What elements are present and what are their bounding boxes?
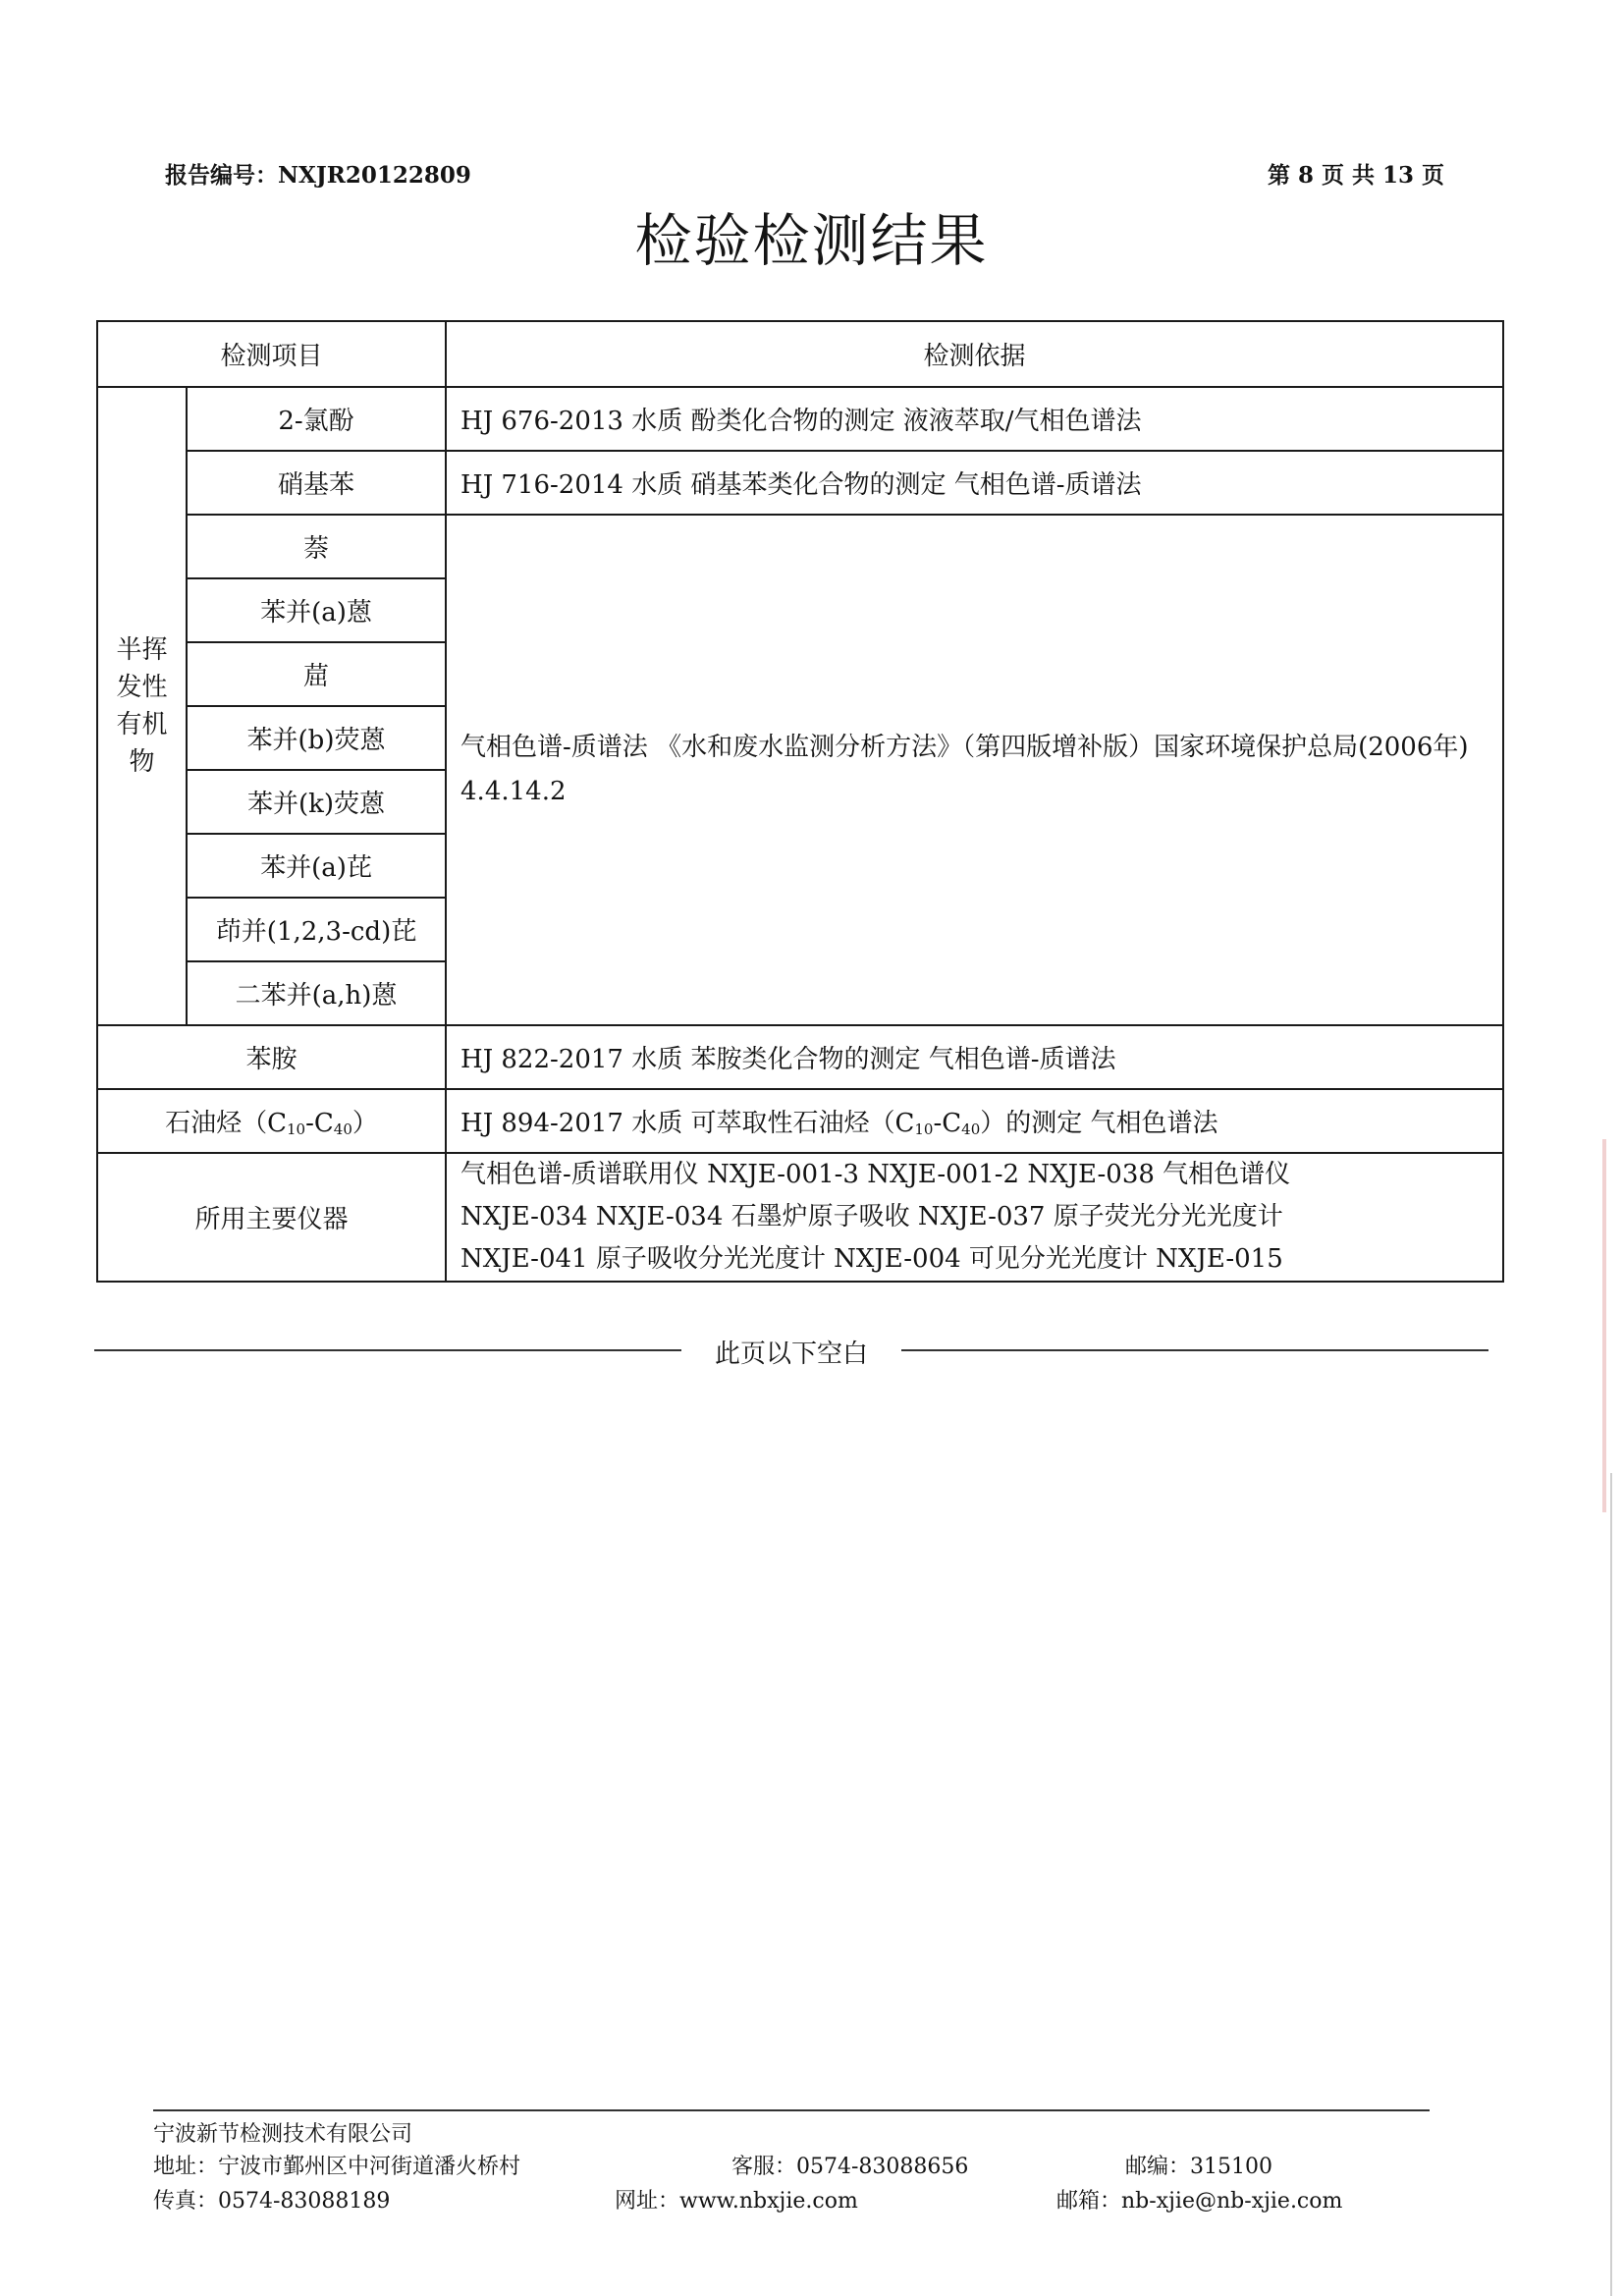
seal-edge-mark bbox=[1602, 1139, 1606, 1512]
item-basis: HJ 822-2017 水质 苯胺类化合物的测定 气相色谱-质谱法 bbox=[446, 1025, 1503, 1089]
page-info: 第 8 页 共 13 页 bbox=[1267, 162, 1444, 189]
item-name: 苯并(k)荧蒽 bbox=[187, 770, 446, 834]
table-row bbox=[97, 387, 1503, 451]
item-name-tph: 石油烃$(C_{10}-C_{40})$ bbox=[97, 1089, 446, 1153]
pah-basis: 气相色谱-质谱法 《水和废水监测分析方法》（第四版增补版）国家环境保护总局(2006年) 4.4.14.2 bbox=[446, 515, 1503, 1025]
footer-divider bbox=[153, 2109, 1430, 2111]
item-name: 䓛 bbox=[187, 642, 446, 706]
instruments-list: 气相色谱-质谱联用仪 NXJE-001-3 NXJE-001-2 NXJE-038 气相色谱仪 NXJE-034 NXJE-034 石墨炉原子吸收 NXJE-037 原子荧光分光光度计 NXJE-041 原子吸收分光光度计 NXJE-004 可见分光光度计 NXJE-015 bbox=[446, 1153, 1503, 1282]
footer-company: 宁波新节检测技术有限公司 bbox=[153, 2122, 413, 2147]
footer-address: 地址：宁波市鄞州区中河街道潘火桥村 bbox=[153, 2155, 521, 2179]
table-row bbox=[97, 1025, 1503, 1089]
paper-edge bbox=[1610, 1473, 1612, 2296]
item-basis: HJ 716-2014 水质 硝基苯类化合物的测定 气相色谱-质谱法 bbox=[446, 451, 1503, 515]
page-title: 检验检测结果 bbox=[634, 207, 989, 274]
item-name: 硝基苯 bbox=[187, 451, 446, 515]
group-label-svoc: 半挥 发性 有机 物 bbox=[97, 387, 187, 1025]
table-row bbox=[97, 515, 1503, 578]
item-name: 苯并(b)荧蒽 bbox=[187, 706, 446, 770]
results-table bbox=[96, 320, 1504, 1283]
item-name: 苯并(a)蒽 bbox=[187, 578, 446, 642]
footer-email: 邮箱：nb-xjie@nb-xjie.com bbox=[1056, 2189, 1343, 2214]
instruments-label: 所用主要仪器 bbox=[97, 1153, 446, 1282]
footer-postcode: 邮编：315100 bbox=[1125, 2155, 1272, 2179]
blank-note-text: 此页以下空白 bbox=[714, 1339, 868, 1369]
item-name: 苯并(a)芘 bbox=[187, 834, 446, 898]
item-name: 茚并(1,2,3-cd)芘 bbox=[187, 898, 446, 961]
item-basis-tph: HJ 894-2017 水质 可萃取性石油烃$(C_{10}-C_{40})$的测定 气相色谱法 bbox=[446, 1089, 1503, 1153]
divider bbox=[901, 1349, 1488, 1351]
item-name: 苯胺 bbox=[97, 1025, 446, 1089]
item-name: 萘 bbox=[187, 515, 446, 578]
item-basis: HJ 676-2013 水质 酚类化合物的测定 液液萃取/气相色谱法 bbox=[446, 387, 1503, 451]
instruments-row bbox=[97, 1153, 1503, 1282]
footer-service: 客服：0574-83088656 bbox=[731, 2155, 969, 2179]
header-item: 检测项目 bbox=[97, 321, 446, 387]
table-header-row bbox=[97, 321, 1503, 387]
footer-website: 网址：www.nbxjie.com bbox=[615, 2189, 858, 2214]
header-basis: 检测依据 bbox=[446, 321, 1503, 387]
report-number: 报告编号：NXJR20122809 bbox=[165, 162, 471, 189]
blank-below-note bbox=[94, 1334, 1488, 1369]
footer-fax: 传真：0574-83088189 bbox=[153, 2189, 391, 2214]
table-row bbox=[97, 451, 1503, 515]
item-name: 二苯并(a,h)蒽 bbox=[187, 961, 446, 1025]
item-name: 2-氯酚 bbox=[187, 387, 446, 451]
table-row bbox=[97, 1089, 1503, 1153]
